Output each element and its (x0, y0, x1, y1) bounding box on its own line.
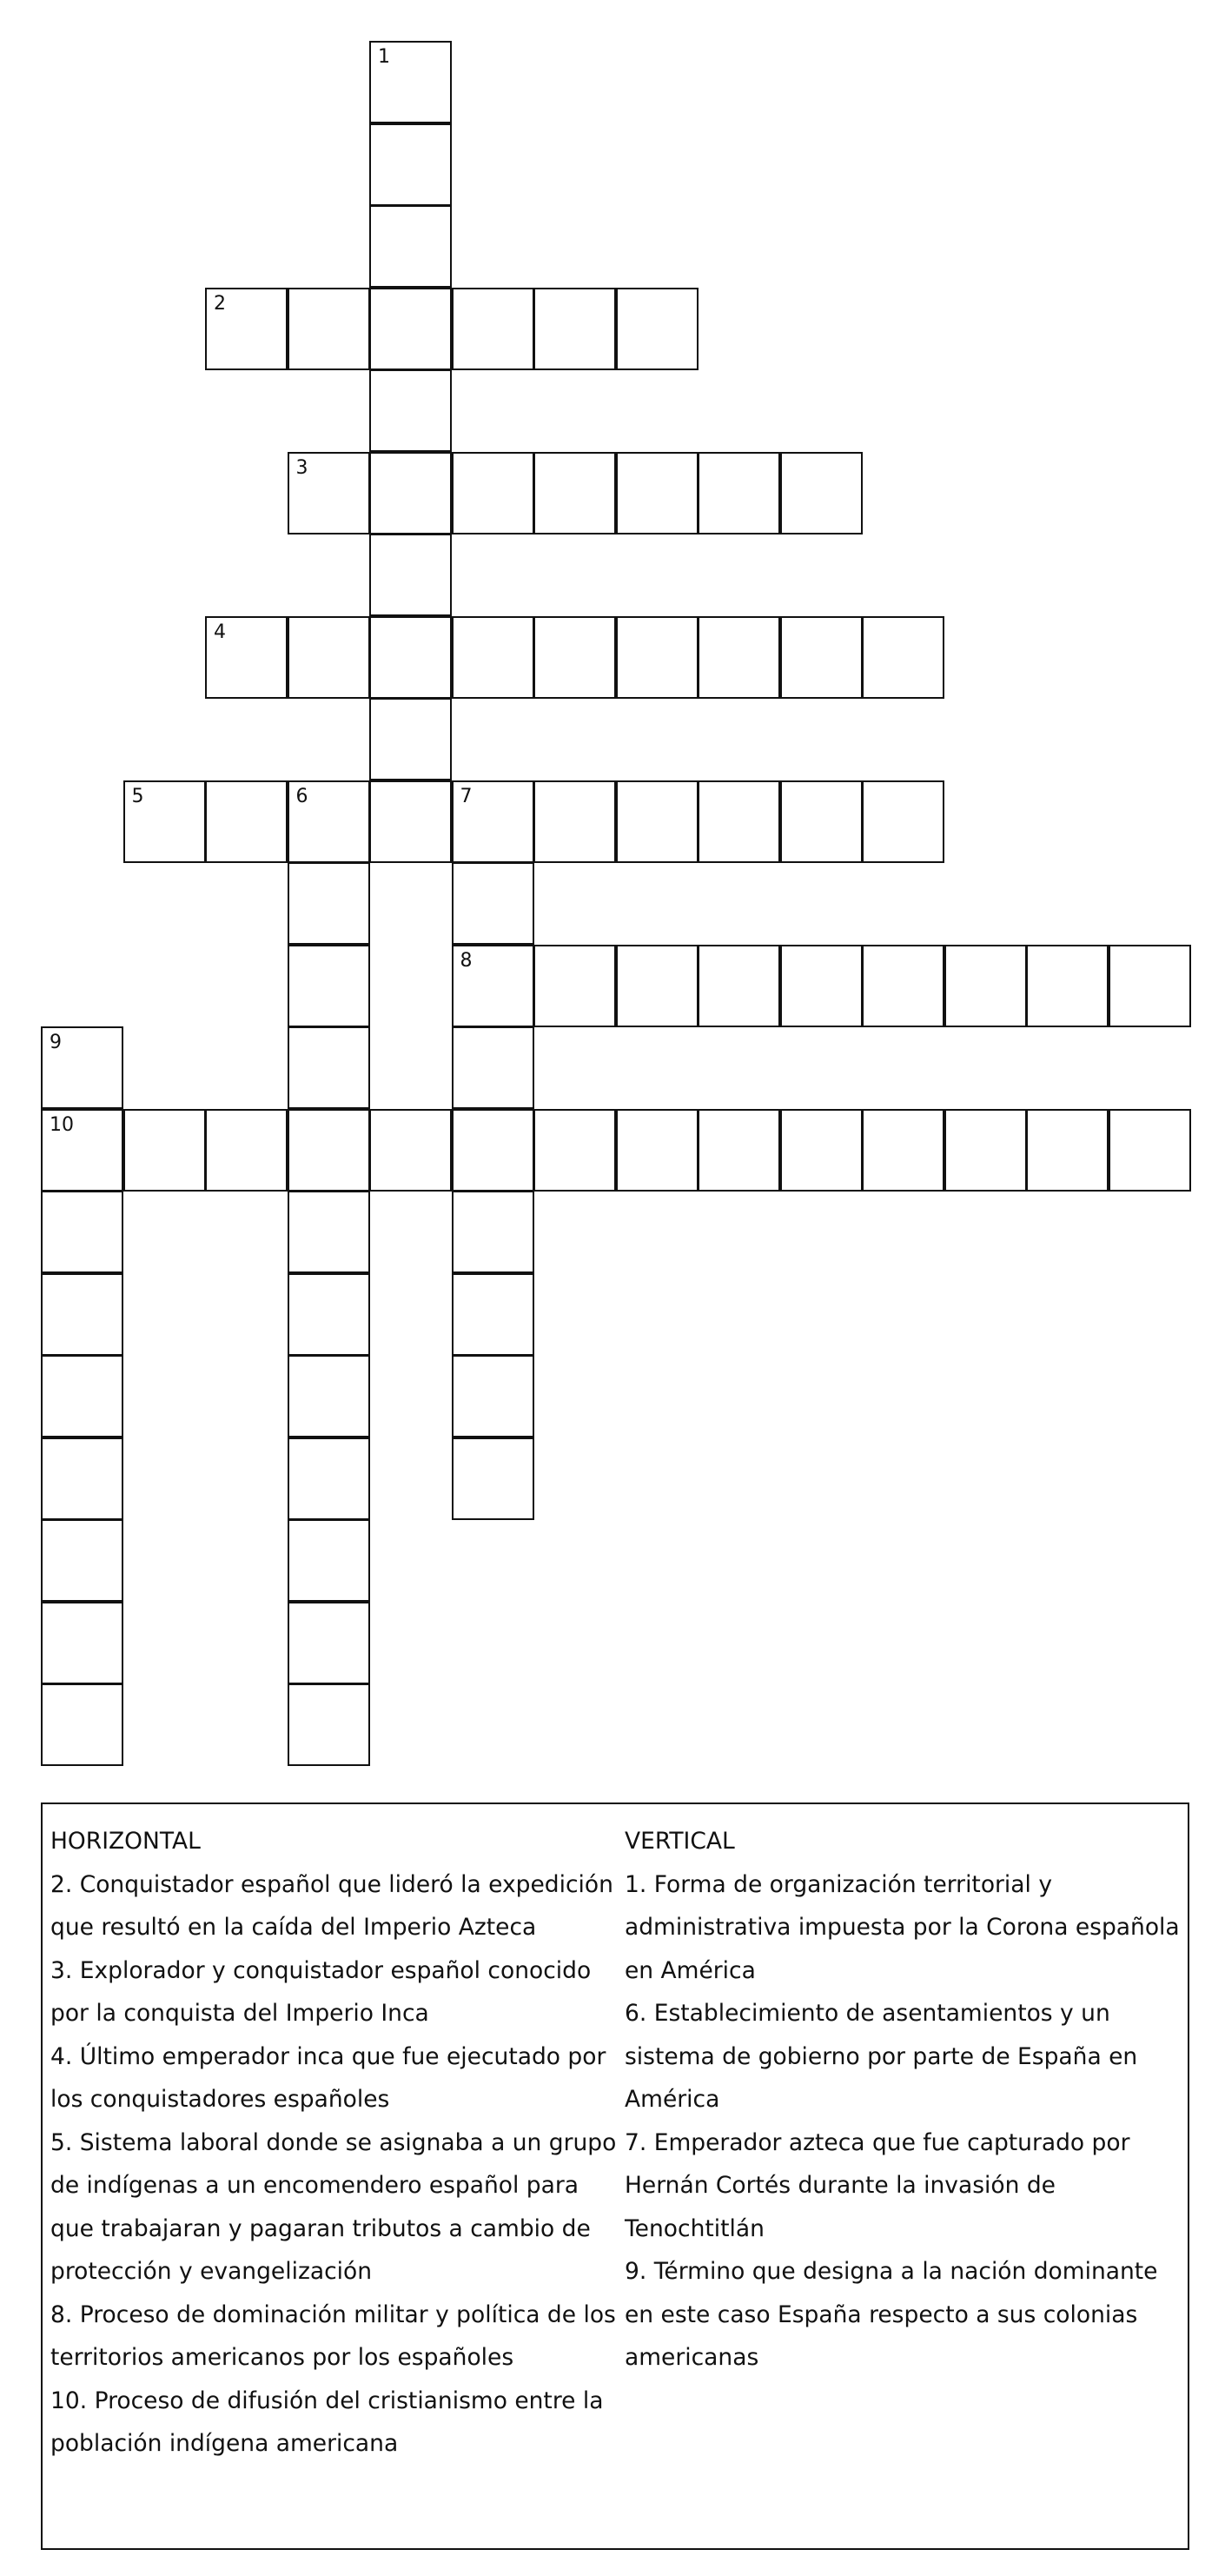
clue-number: 6 (295, 785, 308, 807)
crossword-cell[interactable] (780, 780, 863, 863)
crossword-cell[interactable] (616, 288, 699, 370)
crossword-cell[interactable] (452, 452, 534, 534)
crossword-cell[interactable] (533, 616, 616, 699)
crossword-cell[interactable] (41, 1109, 123, 1192)
crossword-cell[interactable] (41, 1437, 123, 1520)
clue-number: 5 (131, 785, 144, 807)
crossword-cell[interactable] (616, 1109, 699, 1192)
clue-number: 10 (50, 1113, 74, 1136)
crossword-cell[interactable] (616, 780, 699, 863)
crossword-cell[interactable] (944, 1109, 1027, 1192)
horizontal-clues-column (50, 1820, 624, 2466)
crossword-cell[interactable] (41, 1519, 123, 1602)
crossword-cell[interactable] (780, 945, 863, 1027)
crossword-cell[interactable] (1109, 1109, 1191, 1192)
vertical-clues-column (625, 1820, 1181, 2380)
crossword-cell[interactable] (288, 1191, 370, 1273)
crossword-cell[interactable] (698, 780, 780, 863)
crossword-cell[interactable] (452, 945, 534, 1027)
crossword-cell[interactable] (288, 780, 370, 863)
crossword-cell[interactable] (698, 452, 780, 534)
clues-box (41, 1803, 1189, 2550)
crossword-cell[interactable] (698, 1109, 780, 1192)
clue-vertical-7: 7. Emperador azteca que fue capturado por Hernán Cortés durante la invasión de Tenochtitlán (625, 2128, 1130, 2242)
crossword-cell[interactable] (288, 288, 370, 370)
clue-vertical-6: 6. Establecimiento de asentamientos y un sistema de gobierno por parte de España en América (625, 2000, 1138, 2113)
clue-number: 9 (50, 1032, 62, 1053)
crossword-cell[interactable] (369, 123, 452, 206)
clue-horizontal-3: 3. Explorador y conquistador español conocido por la conquista del Imperio Inca (50, 1956, 592, 2027)
crossword-cell[interactable] (533, 288, 616, 370)
crossword-cell[interactable] (288, 1273, 370, 1356)
crossword-cell[interactable] (369, 534, 452, 616)
crossword-cell[interactable] (41, 1355, 123, 1437)
crossword-cell[interactable] (288, 945, 370, 1027)
crossword-cell[interactable] (452, 1273, 534, 1356)
crossword-cell[interactable] (862, 780, 944, 863)
clue-horizontal-4: 4. Último emperador inca que fue ejecutado por los conquistadores españoles (50, 2042, 606, 2113)
crossword-cell[interactable] (288, 1602, 370, 1684)
crossword-cell[interactable] (1109, 945, 1191, 1027)
crossword-cell[interactable] (1026, 1109, 1109, 1192)
crossword-cell[interactable] (205, 616, 288, 699)
crossword-cell[interactable] (369, 698, 452, 780)
crossword-cell[interactable] (616, 452, 699, 534)
crossword-cell[interactable] (1026, 945, 1109, 1027)
crossword-cell[interactable] (41, 1602, 123, 1684)
crossword-cell[interactable] (369, 452, 452, 534)
crossword-cell[interactable] (698, 616, 780, 699)
crossword-cell[interactable] (41, 1026, 123, 1109)
crossword-cell[interactable] (452, 1109, 534, 1192)
crossword-cell[interactable] (452, 1026, 534, 1109)
clue-number: 3 (295, 456, 308, 479)
clue-vertical-1: 1. Forma de organización territorial y administrativa impuesta por la Corona española en América (625, 1870, 1180, 1984)
crossword-cell[interactable] (369, 780, 452, 863)
clue-number: 2 (214, 292, 226, 315)
crossword-cell[interactable] (369, 616, 452, 699)
crossword-cell[interactable] (288, 1026, 370, 1109)
crossword-cell[interactable] (533, 452, 616, 534)
crossword-cell[interactable] (41, 1683, 123, 1766)
crossword-cell[interactable] (780, 1109, 863, 1192)
crossword-cell[interactable] (369, 369, 452, 452)
crossword-cell[interactable] (369, 1109, 452, 1192)
crossword-cell[interactable] (533, 945, 616, 1027)
clue-vertical-9: 9. Término que designa a la nación dominante en este caso España respecto a sus colonias americanas (625, 2258, 1158, 2371)
crossword-cell[interactable] (533, 780, 616, 863)
crossword-cell[interactable] (41, 1273, 123, 1356)
crossword-cell[interactable] (369, 205, 452, 288)
horizontal-heading: HORIZONTAL (50, 1828, 201, 1855)
crossword-cell[interactable] (698, 945, 780, 1027)
crossword-cell[interactable] (616, 945, 699, 1027)
crossword-cell[interactable] (288, 1355, 370, 1437)
crossword-cell[interactable] (452, 780, 534, 863)
crossword-cell[interactable] (452, 1191, 534, 1273)
crossword-cell[interactable] (288, 452, 370, 534)
clue-horizontal-2: 2. Conquistador español que lideró la expedición que resultó en la caída del Imperio Azteca (50, 1870, 613, 1941)
crossword-cell[interactable] (288, 1109, 370, 1192)
crossword-cell[interactable] (862, 616, 944, 699)
crossword-cell[interactable] (533, 1109, 616, 1192)
clue-number: 8 (460, 949, 473, 972)
crossword-cell[interactable] (780, 452, 863, 534)
vertical-heading: VERTICAL (625, 1828, 735, 1855)
crossword-cell[interactable] (123, 1109, 206, 1192)
crossword-cell[interactable] (288, 1519, 370, 1602)
crossword-cell[interactable] (369, 288, 452, 370)
crossword-cell[interactable] (452, 288, 534, 370)
crossword-cell[interactable] (944, 945, 1027, 1027)
crossword-cell[interactable] (288, 862, 370, 945)
crossword-cell[interactable] (780, 616, 863, 699)
crossword-cell[interactable] (452, 616, 534, 699)
crossword-cell[interactable] (123, 780, 206, 863)
clue-number: 7 (460, 785, 473, 807)
crossword-cell[interactable] (616, 616, 699, 699)
crossword-cell[interactable] (288, 1683, 370, 1766)
crossword-cell[interactable] (205, 1109, 288, 1192)
crossword-cell[interactable] (288, 1437, 370, 1520)
crossword-cell[interactable] (205, 288, 288, 370)
crossword-cell[interactable] (205, 780, 288, 863)
crossword-cell[interactable] (452, 1437, 534, 1520)
clue-horizontal-8: 8. Proceso de dominación militar y política de los territorios americanos por los españoles (50, 2300, 616, 2371)
clue-number: 4 (214, 621, 226, 643)
crossword-cell[interactable] (288, 616, 370, 699)
crossword-cell[interactable] (41, 1191, 123, 1273)
crossword-cell[interactable] (452, 862, 534, 945)
crossword-cell[interactable] (369, 41, 452, 123)
clue-horizontal-5: 5. Sistema laboral donde se asignaba a un grupo de indígenas a un encomendero español para que trabajaran y pagaran tributos a cambio de protección y evangelización (50, 2128, 617, 2285)
clue-number: 1 (378, 46, 390, 68)
crossword-cell[interactable] (862, 945, 944, 1027)
clue-horizontal-10: 10. Proceso de difusión del cristianismo entre la población indígena americana (50, 2387, 604, 2457)
crossword-cell[interactable] (862, 1109, 944, 1192)
crossword-cell[interactable] (452, 1355, 534, 1437)
